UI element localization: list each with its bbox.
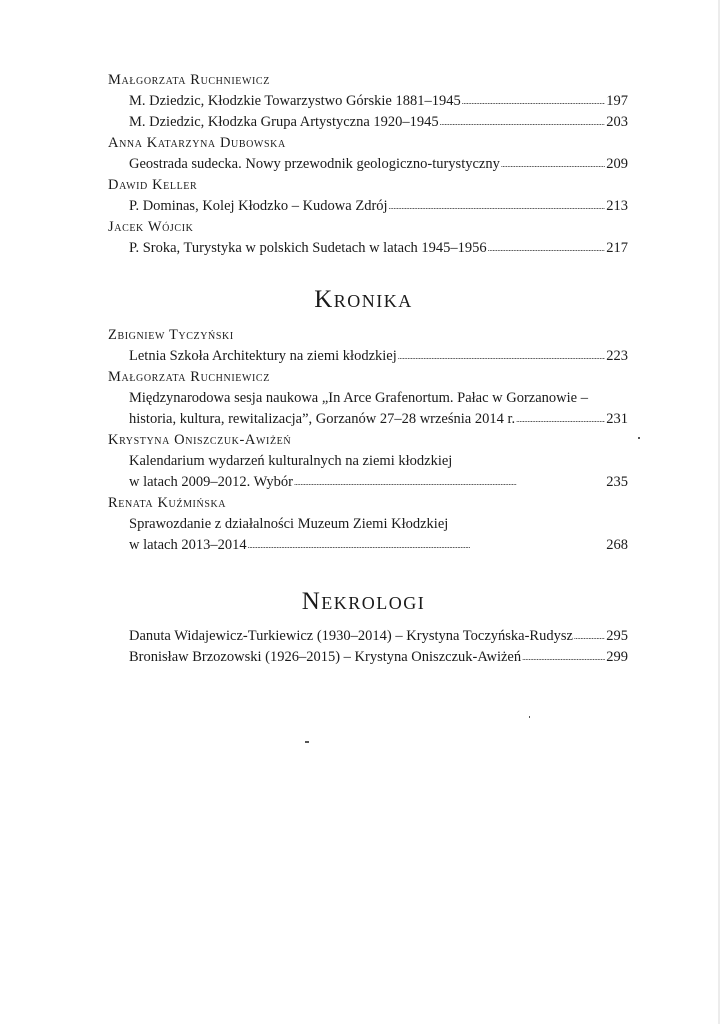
toc-entry (108, 112, 628, 133)
entry-title: M. Dziedzic, Kłodzkie Towarzystwo Górskie 1881–1945 (129, 93, 461, 109)
dot-leader (522, 646, 605, 668)
page-number: 295 (606, 628, 628, 644)
entry-title: Danuta Widajewicz-Turkiewicz (1930–2014) – Krystyna Toczyńska-Rudysz (129, 628, 573, 644)
dot-leader (389, 195, 606, 217)
toc-line (129, 409, 628, 430)
page-number: 217 (606, 240, 628, 256)
entry-title: Bronisław Brzozowski (1926–2015) – Krystyna Oniszczuk-Awiżeń (129, 649, 522, 665)
dot-leader (574, 625, 605, 647)
page-number: 209 (606, 156, 628, 172)
entry-title: Międzynarodowa sesja naukowa „In Arce Grafenortum. Pałac w Gorzanowie – (129, 390, 588, 406)
page-number: 197 (606, 93, 628, 109)
page-number: 235 (606, 474, 628, 490)
chronicle-author: Renata Kuźmińska (108, 495, 227, 511)
entry-title: P. Dominas, Kolej Kłodzko – Kudowa Zdrój (129, 198, 388, 214)
entry-title: Kalendarium wydarzeń kulturalnych na ziemi kłodzkiej (129, 453, 453, 469)
toc-entry (108, 346, 628, 367)
toc-entry (108, 388, 628, 430)
kronika-section (108, 325, 628, 556)
entry-title: Sprawozdanie z działalności Muzeum Ziemi Kłodzkiej (129, 516, 449, 532)
dot-leader (440, 111, 606, 133)
toc-entry (108, 154, 628, 175)
toc-line (129, 238, 628, 259)
chronicle-author: Małgorzata Ruchniewicz (108, 369, 270, 385)
chronicle-author: Krystyna Oniszczuk-Awiżeń (108, 432, 292, 448)
toc-line (129, 535, 628, 556)
page-number: 203 (606, 114, 628, 130)
review-author: Małgorzata Ruchniewicz (108, 72, 270, 88)
entry-title: M. Dziedzic, Kłodzka Grupa Artystyczna 1920–1945 (129, 114, 439, 130)
nekrologi-section (108, 626, 628, 668)
page-number: 268 (606, 537, 628, 553)
toc-line (129, 626, 628, 647)
toc-entry (108, 91, 628, 112)
scan-speck (638, 437, 640, 439)
toc-line (129, 647, 628, 668)
toc-entry (108, 451, 628, 493)
toc-entry (108, 514, 628, 556)
section-heading-nekrologi: Nekrologi (301, 588, 426, 615)
chronicle-author: Zbigniew Tyczyński (108, 327, 234, 343)
toc-line (129, 388, 628, 409)
toc-line (129, 154, 628, 175)
toc-line (129, 346, 628, 367)
page-number: 299 (606, 649, 628, 665)
dot-leader (248, 534, 606, 556)
page-number: 213 (606, 198, 628, 214)
scan-speck (529, 716, 530, 718)
review-author: Jacek Wójcik (108, 219, 194, 235)
entry-title: w latach 2013–2014 (129, 537, 247, 553)
toc-line (129, 91, 628, 112)
review-author: Dawid Keller (108, 177, 198, 193)
scan-speck (305, 741, 309, 743)
dot-leader (462, 90, 606, 112)
dot-leader (516, 408, 605, 430)
toc-entry (108, 196, 628, 217)
toc-line (129, 472, 628, 493)
reviews-section (108, 70, 628, 259)
review-author: Anna Katarzyna Dubowska (108, 135, 286, 151)
page-edge-shadow (718, 0, 720, 1024)
toc-entry (108, 238, 628, 259)
entry-title: w latach 2009–2012. Wybór (129, 474, 293, 490)
dot-leader (488, 237, 606, 259)
toc-line (129, 451, 628, 472)
toc-entry (108, 626, 628, 668)
dot-leader (294, 471, 605, 493)
page-number: 223 (606, 348, 628, 364)
dot-leader (501, 153, 605, 175)
dot-leader (398, 345, 605, 367)
toc-line (129, 112, 628, 133)
toc-line (129, 514, 628, 535)
entry-title: P. Sroka, Turystyka w polskich Sudetach w latach 1945–1956 (129, 240, 487, 256)
entry-title: historia, kultura, rewitalizacja”, Gorzanów 27–28 września 2014 r. (129, 411, 516, 427)
entry-title: Letnia Szkoła Architektury na ziemi kłodzkiej (129, 348, 397, 364)
entry-title: Geostrada sudecka. Nowy przewodnik geologiczno-turystyczny (129, 156, 500, 172)
page-number: 231 (606, 411, 628, 427)
section-heading-kronika: Kronika (314, 286, 413, 313)
toc-line (129, 196, 628, 217)
